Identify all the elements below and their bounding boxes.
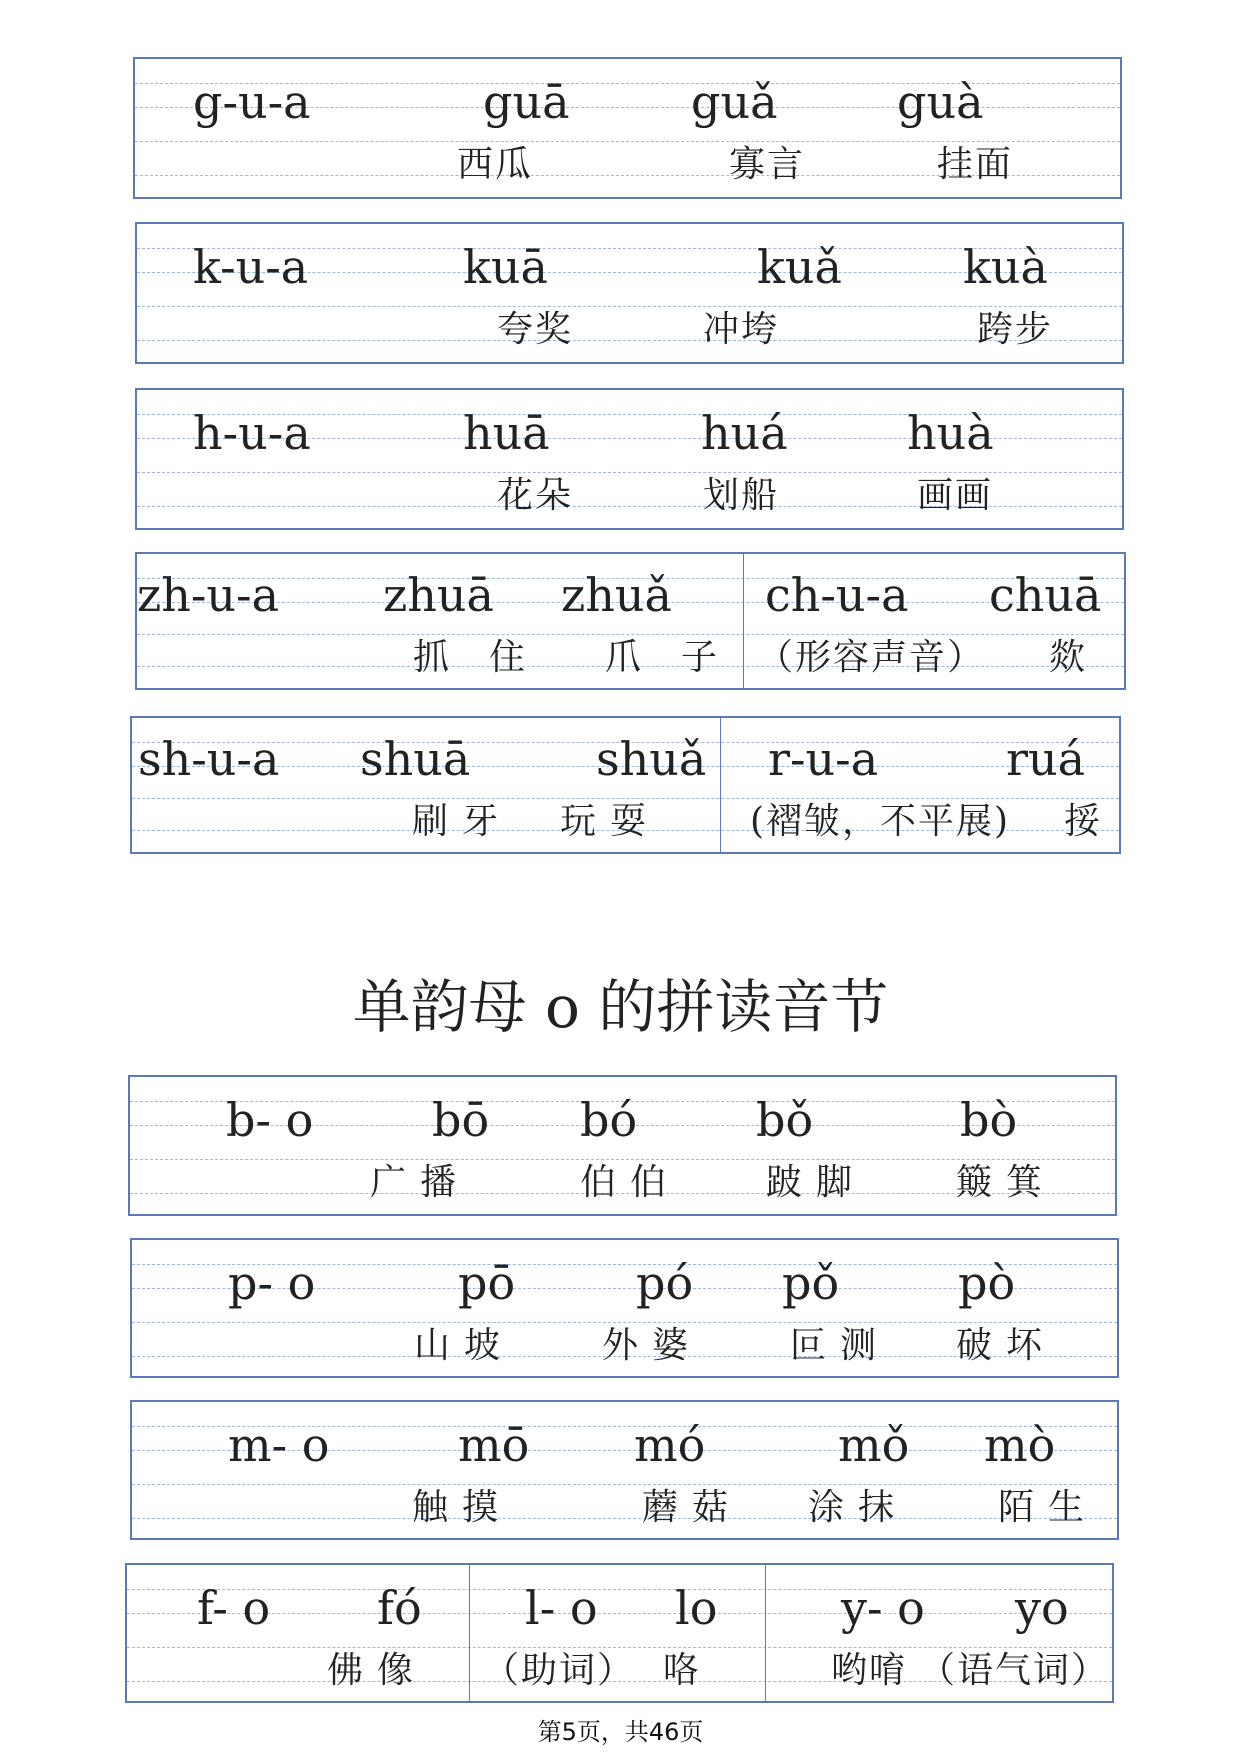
syllable: bó [580,1093,638,1147]
spelling: f- o [197,1581,271,1635]
word: (褶皱，不平展) [750,801,1011,842]
spelling: sh-u-a [138,732,280,786]
pinyin-row-zhua-chua [135,552,1126,690]
word: 广播 [370,1162,471,1203]
syllable: guǎ [691,75,778,129]
word: 划船 [703,475,780,516]
word: 挼 [1064,801,1103,842]
spelling: h-u-a [193,406,311,460]
word: 寡言 [729,144,806,185]
word: 簸箕 [956,1162,1057,1203]
spelling: r-u-a [768,732,879,786]
spelling: g-u-a [193,75,311,129]
word: 爪子 [605,637,758,678]
word: 陌生 [998,1487,1099,1528]
syllable: fó [377,1581,422,1635]
pinyin-row-kua [135,222,1124,364]
spelling: l- o [525,1581,598,1635]
spelling: y- o [841,1581,925,1635]
syllable: yo [1015,1581,1069,1635]
word: 冲垮 [703,309,780,350]
word: 欻 [1049,637,1088,678]
word: 咯 [663,1650,702,1691]
spelling: ch-u-a [765,568,909,622]
syllable: mǒ [838,1418,910,1472]
syllable: zhuā [383,568,494,622]
word: 破坏 [956,1325,1057,1366]
page-number: 第5页，共46页 [537,1718,704,1746]
word: 抓住 [413,637,566,678]
syllable: mó [634,1418,706,1472]
syllable: bò [960,1093,1018,1147]
pinyin-row-bo [128,1075,1117,1216]
word: 玩耍 [560,801,661,842]
pinyin-row-mo [130,1400,1119,1540]
syllable: chuā [989,568,1102,622]
word: 画画 [917,475,994,516]
syllable: lo [675,1581,718,1635]
word: （形容声音） [757,637,986,678]
syllable: huà [907,406,994,460]
syllable: kuà [963,240,1048,294]
word: 跨步 [977,309,1054,350]
word: 山坡 [414,1325,515,1366]
syllable: guà [897,75,984,129]
syllable: zhuǎ [561,568,672,622]
syllable: pó [636,1256,694,1310]
word: 伯伯 [580,1162,681,1203]
word: 触摸 [412,1487,513,1528]
word: 刷牙 [412,801,513,842]
word: （助词） [483,1650,636,1691]
syllable: pō [458,1256,516,1310]
word: 哟唷 [831,1650,908,1691]
pinyin-row-gua [133,57,1122,199]
spelling: p- o [228,1256,316,1310]
syllable: pǒ [782,1256,840,1310]
spelling: b- o [226,1093,314,1147]
spelling: zh-u-a [137,568,279,622]
word: 蘑菇 [642,1487,743,1528]
syllable: huā [463,406,550,460]
pinyin-row-po [130,1238,1119,1378]
syllable: ruá [1006,732,1086,786]
syllable: kuǎ [757,240,842,294]
pinyin-row-hua [135,388,1124,530]
spelling: m- o [228,1418,330,1472]
word: 叵测 [790,1325,891,1366]
syllable: kuā [463,240,548,294]
word: 挂面 [937,144,1014,185]
syllable: shuǎ [596,732,707,786]
syllable: mò [984,1418,1056,1472]
word: 夸奖 [497,309,574,350]
word: 花朵 [497,475,574,516]
pinyin-row-fo-lo-yo [125,1563,1114,1703]
syllable: shuā [360,732,471,786]
syllable: mō [458,1418,530,1472]
syllable: bō [432,1093,490,1147]
spelling: k-u-a [193,240,309,294]
word: 外婆 [602,1325,703,1366]
syllable: bǒ [756,1093,814,1147]
word: 佛像 [327,1650,428,1691]
syllable: huá [701,406,788,460]
word: 涂抹 [808,1487,909,1528]
syllable: pò [958,1256,1016,1310]
word: 跛脚 [766,1162,867,1203]
syllable: guā [483,75,570,129]
word: 西瓜 [457,144,534,185]
word: （语气词） [919,1650,1110,1691]
pinyin-row-shua-rua [130,716,1121,854]
section-title: 单韵母 o 的拼读音节 [352,973,889,1041]
